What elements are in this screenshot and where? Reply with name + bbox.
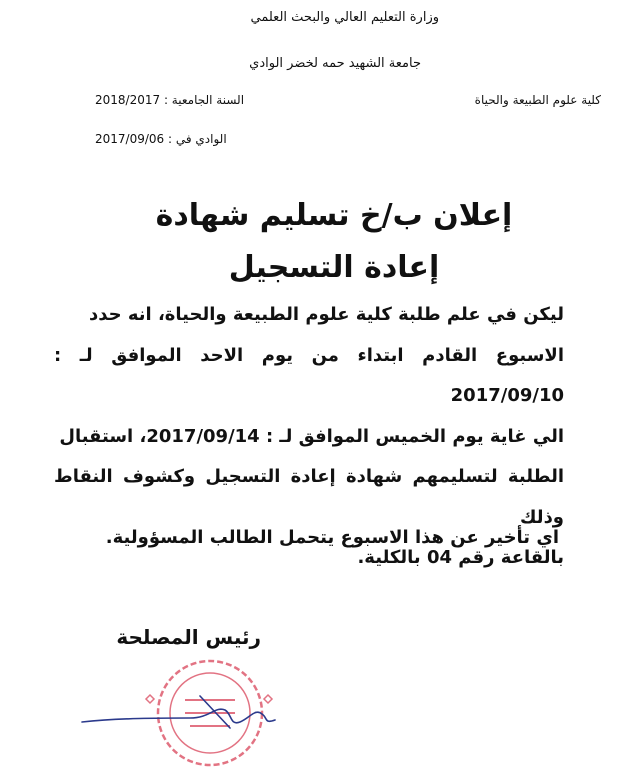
announcement-title: إعلان ب/خ تسليم شهادة إعادة التسجيل [155, 198, 513, 285]
body-line: بالقاعة رقم 04 بالكلية. [357, 547, 564, 568]
university-name: جامعة الشهيد حمه لخضر الوادي [249, 56, 421, 71]
academic-year: السنة الجامعية : 2018/2017 [95, 93, 245, 107]
faculty-name: كلية علوم الطبيعة والحياة [474, 93, 601, 107]
body-line: الي غاية يوم الخميس الموافق لـ : 2017/09/14، استقبال [59, 425, 564, 447]
document-date: الوادي في : 2017/09/06 [95, 132, 227, 146]
footer-note: اي تأخير عن هذا الاسبوع يتحمل الطالب المسؤولية. [105, 527, 559, 548]
body-line: الاسبوع القادم ابتداء من يوم الاحد الموافق لـ : 2017/09/10 [54, 344, 564, 406]
ministry-name: وزارة التعليم العالي والبحث العلمي [250, 10, 439, 25]
body-line: ليكن في علم طلبة كلية علوم الطبيعة والحياة، انه حدد [88, 304, 564, 325]
body-line: الطلبة لتسليمهم شهادة إعادة التسجيل وكشوف النقاط وذلك [54, 466, 564, 528]
signature-scribble [80, 688, 280, 738]
signature-title: رئيس المصلحة [116, 625, 261, 649]
